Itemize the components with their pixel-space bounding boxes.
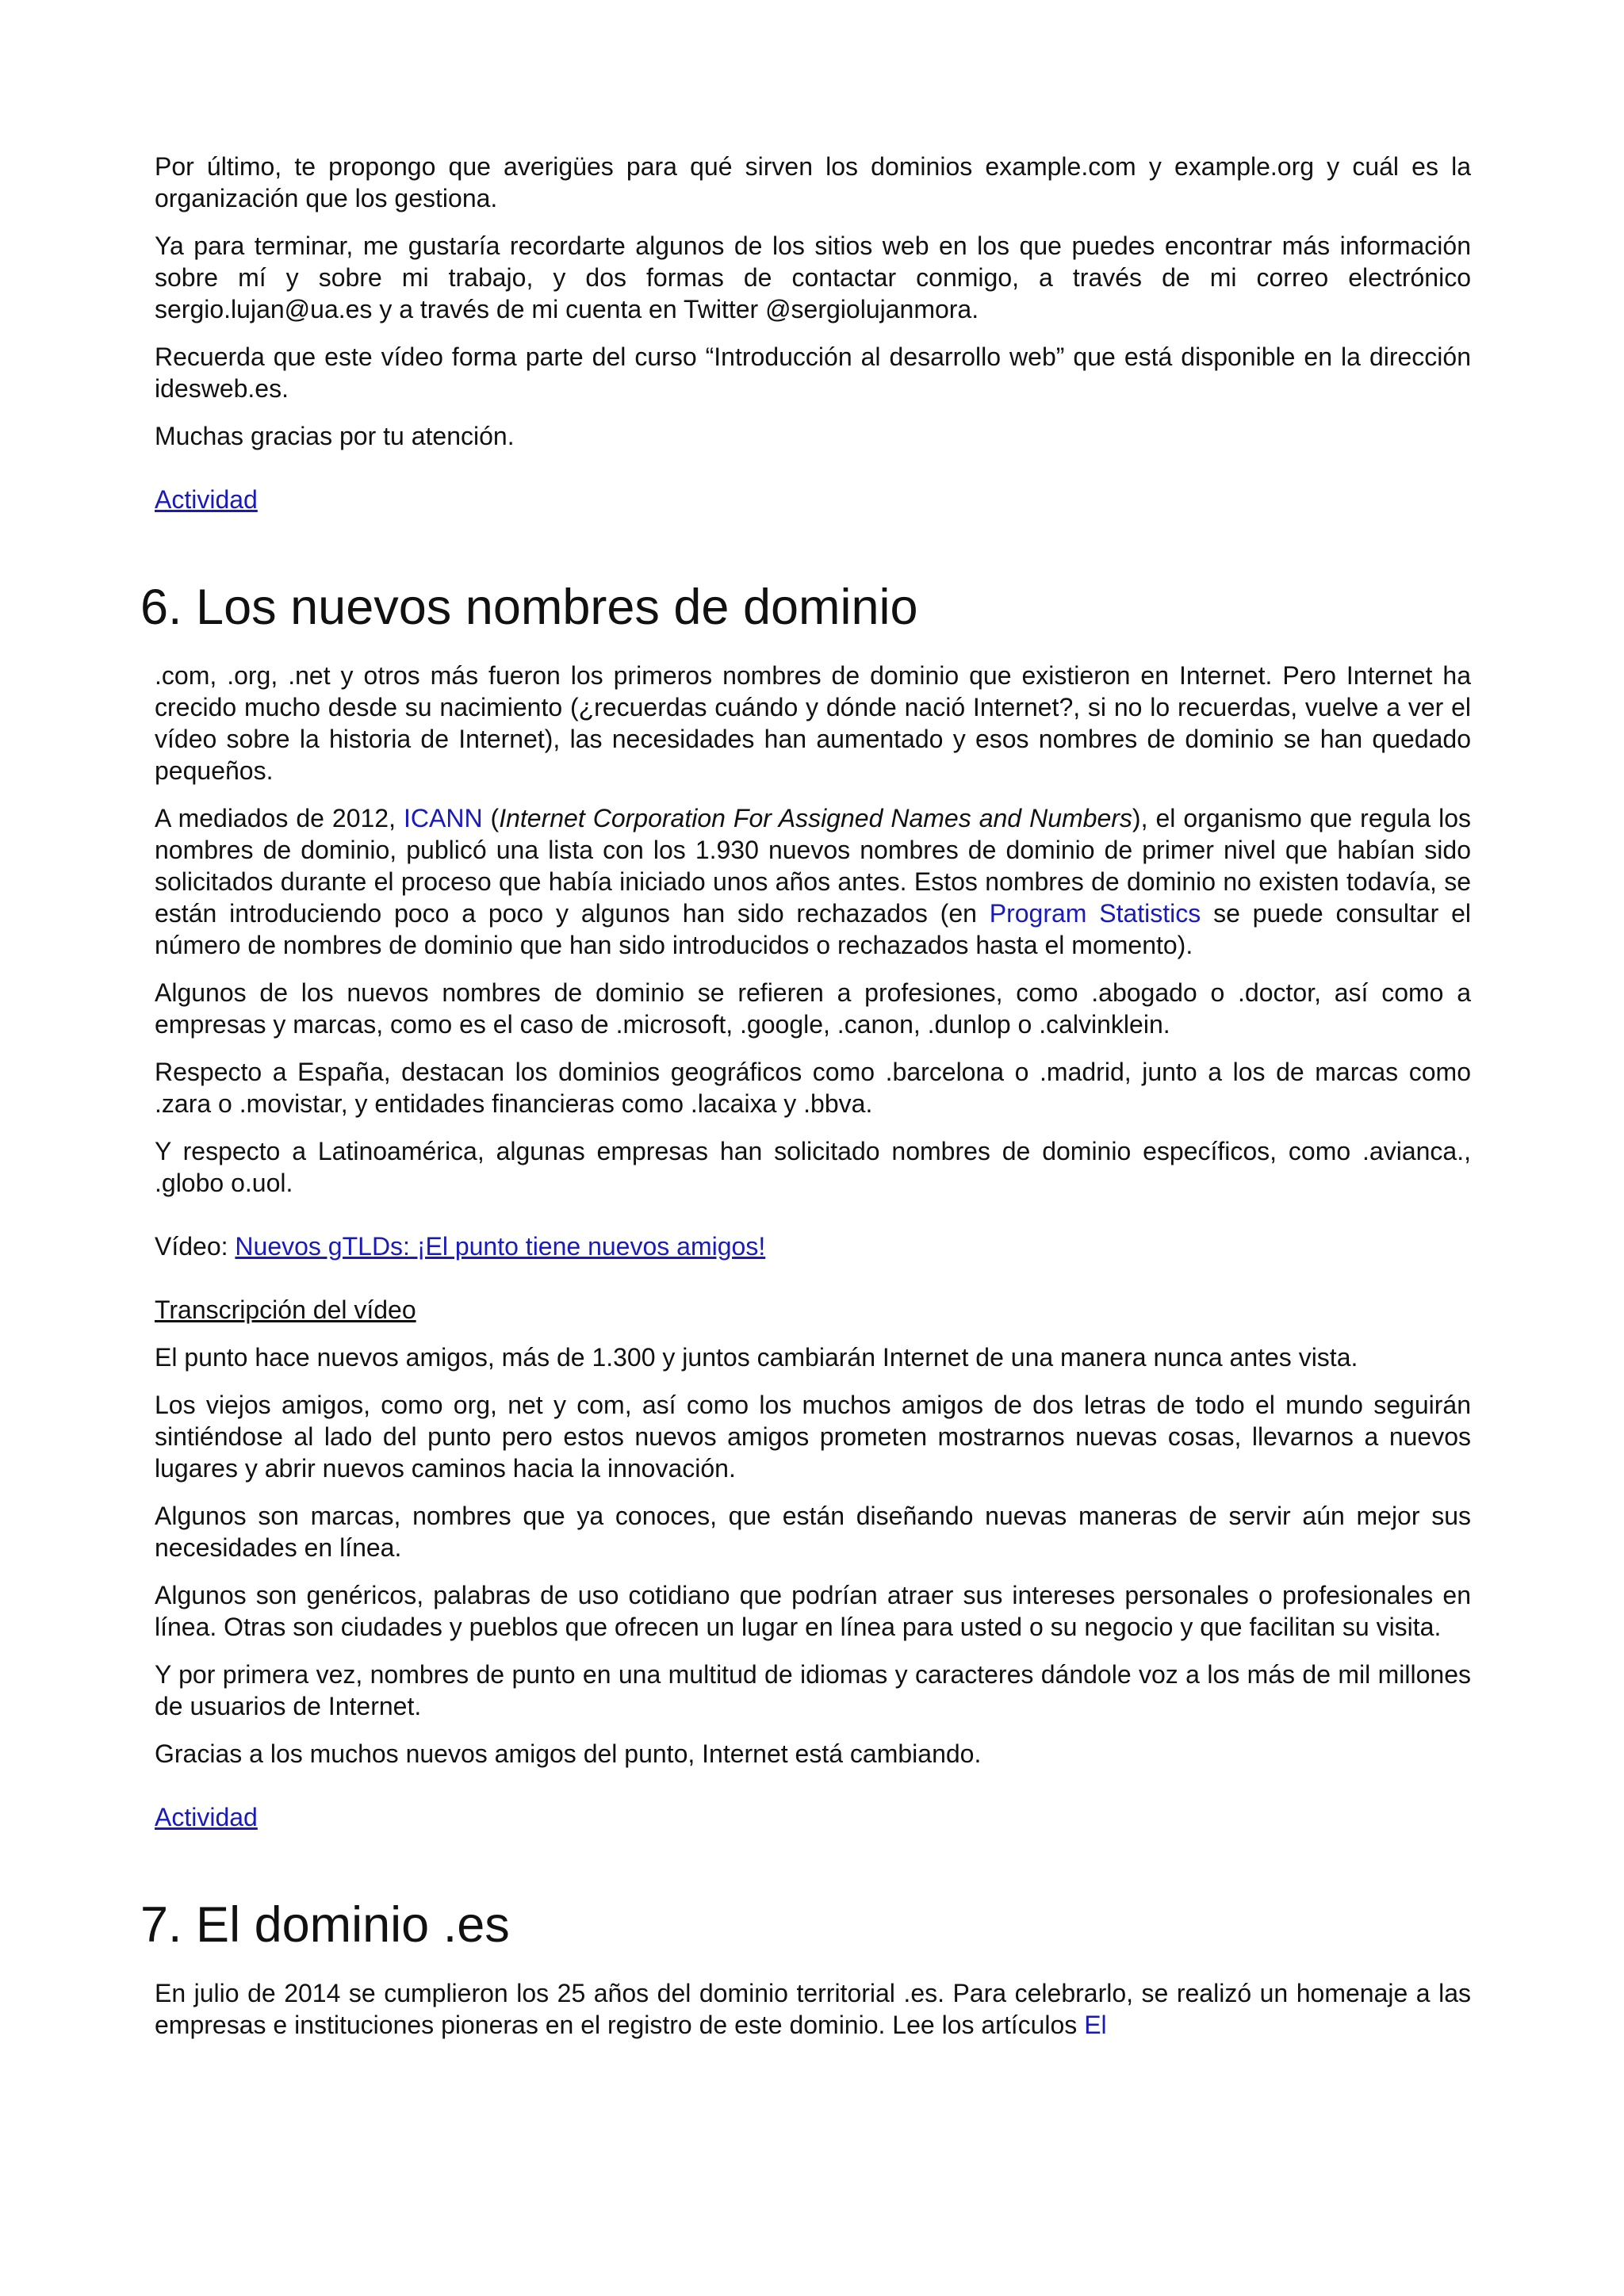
heading-new-domain-names: 6. Los nuevos nombres de dominio [140, 580, 918, 635]
video-label: Vídeo: [155, 1232, 236, 1261]
text-fragment: ( [482, 804, 500, 832]
article-link[interactable]: El [1084, 2011, 1107, 2039]
paragraph-icann [155, 802, 1471, 961]
transcript-paragraph-5: Y por primera vez, nombres de punto en una multitud de idiomas y caracteres dándole voz a los más de mil millones de usuarios de Internet. [155, 1660, 1471, 1720]
paragraph-contact: Ya para terminar, me gustaría recordarte algunos de los sitios web en los que puedes encontrar más información sobre mí y sobre mi trabajo, y dos formas de contactar conmigo, a través de mi correo electrónico sergio.lujan@ua.es y a través de mi cuenta en Twitter @sergiolujanmora. [155, 232, 1471, 323]
paragraph-course: Recuerda que este vídeo forma parte del curso “Introducción al desarrollo web” que está disponible en la dirección idesweb.es. [155, 342, 1471, 403]
paragraph-latam: Y respecto a Latinoamérica, algunas empresas han solicitado nombres de dominio específicos, como .avianca., .globo o.uol. [155, 1137, 1471, 1197]
transcript-paragraph-6: Gracias a los muchos nuevos amigos del punto, Internet está cambiando. [155, 1739, 982, 1768]
text-fragment: A mediados de 2012, [155, 804, 404, 832]
icann-link[interactable]: ICANN [403, 804, 483, 832]
icann-full-name: Internet Corporation For Assigned Names and Numbers [499, 804, 1132, 832]
paragraph-professions: Algunos de los nuevos nombres de dominio se refieren a profesiones, como .abogado o .doctor, así como a empresas y marcas, como es el caso de .microsoft, .google, .canon, .dunlop o .calvinklein. [155, 978, 1471, 1039]
transcript-label: Transcripción del vídeo [155, 1295, 416, 1324]
paragraph-es-anniversary [155, 1977, 1471, 2041]
transcript-paragraph-3: Algunos son marcas, nombres que ya conoces, que están diseñando nuevas maneras de servir aún mejor sus necesidades en línea. [155, 1502, 1471, 1562]
paragraph-thanks: Muchas gracias por tu atención. [155, 422, 515, 450]
document-page [140, 151, 1472, 2057]
transcript-label-paragraph [155, 1294, 1471, 1326]
text-fragment: se puede consultar el número de nombres de dominio que han sido introducidos o rechazados hasta el momento). [155, 899, 1472, 959]
activity-link-1[interactable]: Actividad [155, 485, 258, 514]
transcript-paragraph-1: El punto hace nuevos amigos, más de 1.300 y juntos cambiarán Internet de una manera nunca antes vista. [155, 1343, 1358, 1372]
video-link[interactable]: Nuevos gTLDs: ¡El punto tiene nuevos amigos! [235, 1232, 766, 1261]
activity-paragraph-2 [155, 1801, 1471, 1833]
text-fragment: En julio de 2014 se cumplieron los 25 años del dominio territorial .es. Para celebrarlo, se realizó un homenaje a las empresas e instituciones pioneras en el registro de este dominio. Lee los artículos [155, 1979, 1471, 2039]
transcript-paragraph-2: Los viejos amigos, como org, net y com, así como los muchos amigos de dos letras de todo el mundo seguirán sintiéndose al lado del punto pero estos nuevos amigos prometen mostrarnos nuevas cosas, llevarnos a nuevos lugares y abrir nuevos caminos hacia la innovación. [155, 1391, 1471, 1483]
activity-link-2[interactable]: Actividad [155, 1803, 258, 1831]
transcript-paragraph-4: Algunos son genéricos, palabras de uso cotidiano que podrían atraer sus intereses personales o profesionales en línea. Otras son ciudades y pueblos que ofrecen un lugar en línea para usted o su negocio y que facilitan su visita. [155, 1581, 1471, 1641]
program-statistics-link[interactable]: Program Statistics [989, 899, 1201, 928]
text-fragment: ), el organismo que regula los nombres de dominio, publicó una lista con los 1.930 nuevos nombres de dominio de primer nivel que habían sido solicitados durante el proceso que había iniciado unos años antes. Estos nombres de dominio no existen todavía, se están introduciendo poco a poco y algunos han sido rechazados (en [155, 804, 1472, 928]
paragraph-example-domains: Por último, te propongo que averigües para qué sirven los dominios example.com y example.org y cuál es la organización que los gestiona. [155, 152, 1471, 212]
paragraph-first-domains: .com, .org, .net y otros más fueron los primeros nombres de dominio que existieron en Internet. Pero Internet ha crecido mucho desde su nacimiento (¿recuerdas cuándo y dónde nació Internet?, si no lo recuerdas, vuelve a ver el vídeo sobre la historia de Internet), las necesidades han aumentado y esos nombres de dominio se han quedado pequeños. [155, 661, 1471, 785]
video-paragraph [155, 1230, 1471, 1262]
activity-paragraph-1 [155, 484, 1471, 515]
paragraph-spain: Respecto a España, destacan los dominios geográficos como .barcelona o .madrid, junto a los de marcas como .zara o .movistar, y entidades financieras como .lacaixa y .bbva. [155, 1058, 1471, 1118]
heading-es-domain: 7. El dominio .es [140, 1897, 510, 1953]
